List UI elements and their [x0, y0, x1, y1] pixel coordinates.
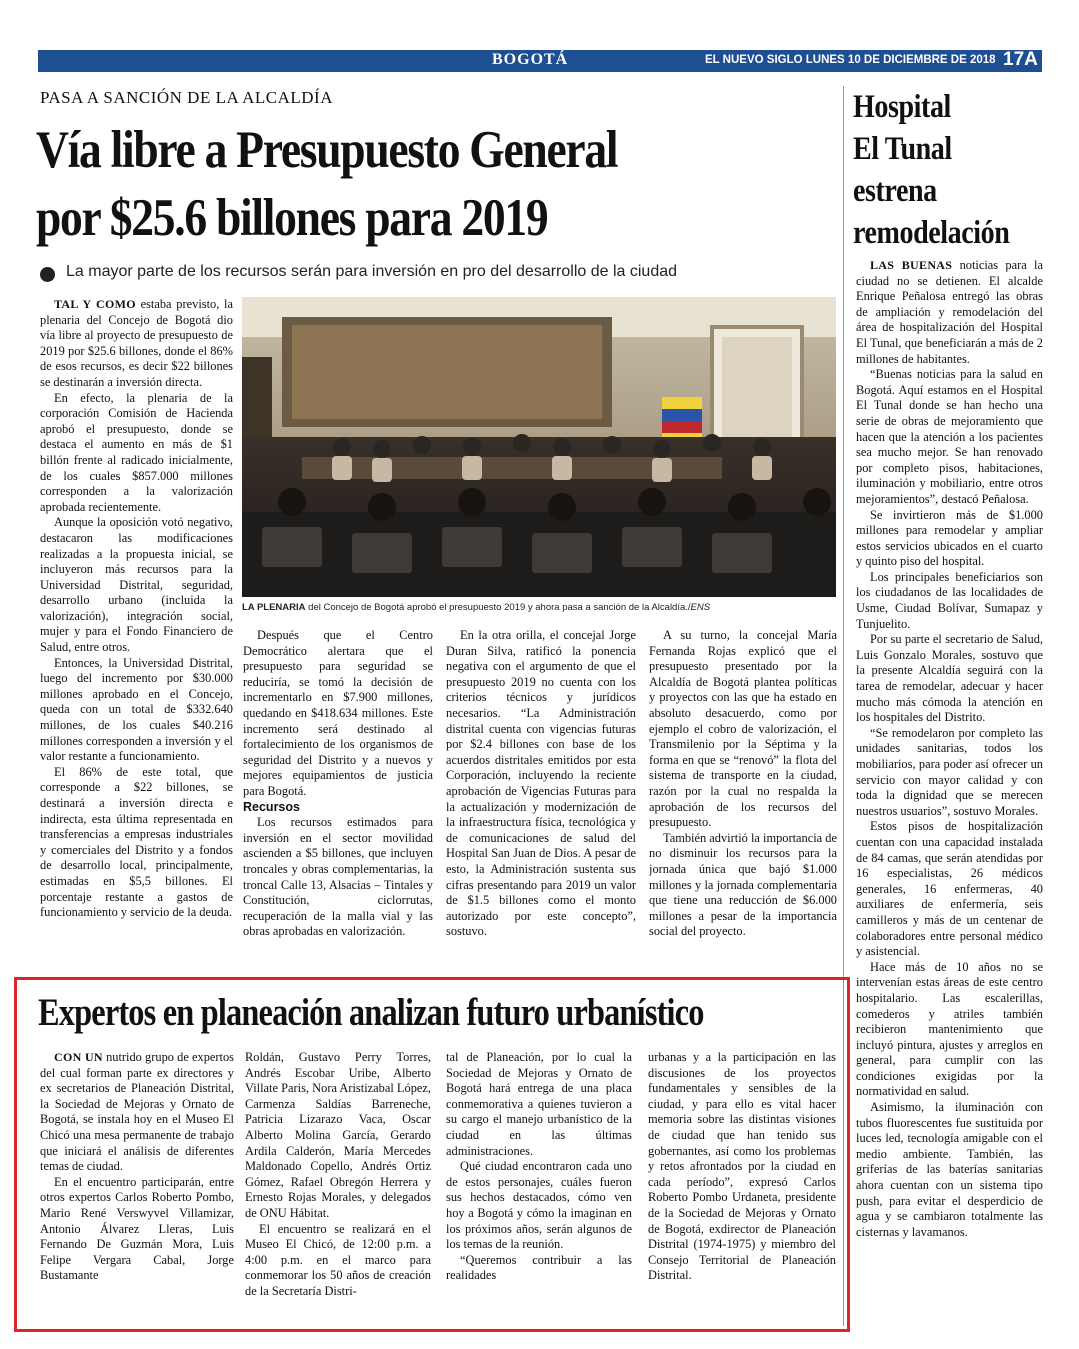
paragraph: “Se remodelaron por completo las unidades sanitarias, todos los mobiliarios, para poder así ofrecer un servicio con mayor calidad y con toda la dignidad que se merecen nuestros usuarios”, sostuvo Morales. [856, 725, 1043, 818]
secondary-headline: Expertos en planeación analizan futuro urbanístico [38, 991, 704, 1034]
sidebar-headline [853, 86, 1015, 254]
page-number: 17A [1003, 49, 1038, 70]
paragraph: Asimismo, la iluminación con tubos fluorescentes fue sustituida por luces led, tecnología amigable con el medio ambiente. También, las griferías de las baterías sanitarias ahora cuentan con un sistema tipo push, para evitar el desperdicio de agua y se cambiaron totalmente las cisternas y lavamanos. [856, 1100, 1043, 1239]
headline-line-1: Vía libre a Presupuesto General [36, 121, 618, 179]
paragraph: El encuentro se realizará en el Museo El Chicó, de 12:00 p.m. a 4:00 p.m. en el marco para conmemorar los 50 años de creación de la Secretaría Distri- [245, 1221, 431, 1298]
paragraph: Los principales beneficiarios son los ciudadanos de las localidades de Usme, Ciudad Bolívar, Sumapaz y Tunjuelito. [856, 569, 1043, 631]
lead-in: TAL Y COMO [54, 297, 136, 311]
main-column-4 [649, 628, 837, 968]
section-name: BOGOTÁ [492, 51, 569, 68]
sidebar-headline-line: estrena [853, 173, 937, 209]
paragraph: Hace más de 10 años no se intervenían estas áreas de este centro hospitalario. Las escalerillas, comederos y atriles también recibieron mantenimiento que incluyó pintura, ajustes y arreglos en general, para cumplir con las condiciones exigidas por la normatividad en salud. [856, 959, 1043, 1099]
sidebar-headline-line: remodelación [853, 215, 1010, 251]
main-column-3 [446, 628, 636, 968]
sidebar-headline-line: El Tunal [853, 131, 952, 167]
sidebar-body [856, 258, 1043, 1298]
paragraph: Los recursos estimados para inversión en el sector movilidad ascienden a $5 billones, que incluyen troncales y obras complementarias, la troncal Calle 13, Alsacias – Tintales y Constitución, ciclorrutas, recuperación de la malla vial y las obras aprobadas en valorización. [243, 815, 433, 939]
paragraph: tal de Planeación, por lo cual la Sociedad de Mejoras y Ornato de Bogotá hará entrega de una placa conmemorativa a quienes tuvieron a su cargo el manejo urbanístico de la ciudad en las últimas administraciones. [446, 1050, 632, 1158]
paragraph: Por su parte el secretario de Salud, Luis Gonzalo Morales, sostuvo que la presente Alcaldía seguirá con la tarea de remodelar, adecuar y hacer mucho más cómoda la atención en los hospitales del Distrito. [856, 632, 1043, 725]
paragraph: En la otra orilla, el concejal Jorge Duran Silva, ratificó la ponencia negativa con el argumento de que el presupuesto 2019 no cuenta con los criterios técnicos y jurídicos necesarios. “La Administración distrital cuenta con vigencias futuras por $2.4 billones con base de los acuerdos distritales emitidos por esta Corporación, incluyendo la reciente aprobación de Vigencias Futuras para la actualización y modernización de la infraestructura física, tecnológica y de comunicaciones de salud del Hospital San Juan de Dios. A pesar de esto, la Administración sustenta sus cifras presentando para 2019 un valor de $1.5 billones como el monto autorizado por este concepto”, sostuvo. [446, 628, 636, 939]
subtitle: Recursos [243, 799, 300, 814]
paragraph: Después que el Centro Democrático alertara que el presupuesto para seguridad se reduciría, se tomó la decisión de incrementarlo en $7.900 millones, quedando en $418.634 millones. Este incremento será destinado al fortalecimiento de los organismos de seguridad del Distrito y a nuevos y mejores equipamientos de justicia para Bogotá. [243, 628, 433, 798]
expertos-column-4 [648, 1050, 836, 1298]
kicker: PASA A SANCIÓN DE LA ALCALDÍA [40, 88, 333, 107]
plenary-photo [242, 297, 836, 597]
paragraph: Se invirtieron más de $1.000 millones para remodelar y ampliar estos servicios ubicados en el cuarto y quinto piso del hospital. [856, 507, 1043, 569]
paragraph: En el encuentro participarán, entre otros expertos Carlos Roberto Pombo, Mario René Verswyvel Villamizar, Antonio Álvarez Lleras, Luis Fernando De Guzmán Mora, Luis Felipe Vergara Cabal, Jorge Bustamante [40, 1174, 234, 1283]
headline-line-2: por $25.6 billones para 2019 [36, 189, 548, 247]
paragraph: El 86% de este total, que corresponde a $22 billones, se destinará a inversión directa e indirecta, esta última representada en transferencias a empresas industriales y comerciales del Distrito y a fondos de desarrollo local, principalmente, estimadas en $5,5 billones. El porcentaje restante a gastos de funcionamiento y servicio de la deuda. [40, 764, 233, 920]
caption-text: del Concejo de Bogotá aprobó el presupuesto 2019 y ahora pasa a sanción de la Alcaldía./ [305, 602, 691, 613]
caption-credit: ENS [690, 602, 711, 613]
sidebar-headline-line: Hospital [853, 89, 951, 125]
expertos-column-1 [40, 1050, 234, 1298]
paragraph: A su turno, la concejal María Fernanda Rojas explicó que el presupuesto presentado por la Alcaldía de Bogotá plantea políticas y proyectos con las que ha estado en absoluto desacuerdo, como por ejemplo el cobro de valorización, el Transmilenio por la Séptima y la forma en que se “renovó” la flota del sistema de transporte en la ciudad, razón por la cual no respalda la aprobación de los recursos del presupuesto. [649, 628, 837, 830]
paragraph: Estos pisos de hospitalización cuentan con una capacidad instalada de 84 camas, que serán atendidas por 16 especialistas, 26 médicos generales, 16 enfermeras, 40 auxiliares de enfermería, seis camilleros y más de un centenar de colaboradores entre personal médico y asistencial. [856, 819, 1043, 959]
dateline: EL NUEVO SIGLO LUNES 10 DE DICIEMBRE DE 2018 [705, 54, 996, 66]
caption-lead: LA PLENARIA [242, 602, 306, 613]
paragraph: “Buenas noticias para la salud en Bogotá. Aquí estamos en el Hospital El Tunal donde se han hecho una serie de obras de mejoramiento que hacen que la atención a los pacientes sea mucho mejor. Se han renovado por completo pisos, habitaciones, iluminación y mobiliario, entre otros mejoramientos”, destacó Peñalosa. [856, 367, 1043, 506]
main-column-2 [243, 628, 433, 968]
paragraph: “Queremos contribuir a las realidades [446, 1252, 632, 1283]
paragraph: noticias para la ciudad no se detienen. El alcalde Enrique Peñalosa entregó las obras de ampliación y remodelación del área de hospitalización del Hospital El Tunal, que beneficiarán a más de 2 millones de habitantes. [856, 258, 1043, 366]
lead-in: LAS BUENAS [870, 258, 953, 272]
bullet-icon [40, 267, 55, 282]
subheadline: La mayor parte de los recursos serán para inversión en pro del desarrollo de la ciudad [66, 263, 678, 280]
main-headline [36, 116, 724, 252]
paragraph: Aunque la oposición votó negativo, destacaron las modificaciones realizadas a la propuesta inicial, se incluyeron más recursos para la Universidad Distrital, seguridad, desarrollo urbano (incluida la valorización), integración social, mujer y para el Fondo Financiero de Salud, entre otros. [40, 515, 233, 655]
main-column-1 [40, 297, 233, 969]
expertos-column-3 [446, 1050, 632, 1298]
lead-in: CON UN [54, 1050, 103, 1064]
paragraph: Roldán, Gustavo Perry Torres, Andrés Escobar Uribe, Alberto Villate Paris, Nora Aristizabal López, Carmenza Saldías Barreneche, Patricia Lizarazo Vaca, Oscar Alberto Molina García, Gerardo Ardila Calderón, María Mercedes Maldonado Copello, Andrés Ortiz Gómez, Rafael Obregón Herrera y Ernesto Rojas Morales, y delegados de ONU Hábitat. [245, 1050, 431, 1220]
paragraph: Entonces, la Universidad Distrital, luego del incremento por $30.000 millones aprobado en el Concejo, queda con un total de $332.640 millones, de los cuales $40.216 millones corresponden a inversión y el valor restante a funcionamiento. [40, 655, 233, 764]
paragraph: estaba previsto, la plenaria del Concejo de Bogotá dio vía libre al proyecto de presupuesto de 2019 por $25.6 billones, donde el 86% de esos recursos, es decir $22 billones se destinarán a inversión directa. [40, 297, 233, 389]
paragraph: nutrido grupo de expertos del cual forman parte ex directores y ex secretarios de Planeación Distrital, la Sociedad de Mejoras y Ornato de Bogotá, se instala hoy en el Museo El Chicó una mesa permanente de trabajo que iniciará el análisis de diferentes temas de ciudad. [40, 1050, 234, 1174]
paragraph: urbanas y a la participación en las discusiones de los proyectos fundamentales y sensibles de la ciudad, y para ello es vital hacer memoria sobre las distintas visiones de ciudad que han tenido sus gobernantes, así como los problemas y retos afrontados por la ciudad en cada período”, expresó Carlos Roberto Pombo Urdaneta, presidente de la Sociedad de Mejoras y Ornato de Bogotá, exdirector de Planeación Distrital (1974-1975) y miembro del Consejo Territorial de Planeación Distrital. [648, 1050, 836, 1283]
photo-caption [242, 602, 836, 613]
paragraph: En efecto, la plenaria de la corporación Comisión de Hacienda aprobó el presupuesto, donde se destaca el aumento en más de $1 billón frente al radicado inicialmente, de los cuales $857.000 millones corresponden a la valorización aprobada recientemente. [40, 390, 233, 514]
paragraph: También advirtió la importancia de no disminuir los recursos para la jornada única que bajó $1.000 millones y la jornada complementaria que tiene una reducción de $6.000 millones a pesar de la importancia social del proyecto. [649, 830, 837, 939]
paragraph: Qué ciudad encontraron cada uno de estos personajes, cuáles fueron sus hechos destacados, cómo ven hoy a Bogotá y cómo la imaginan en los próximos años, serán algunos de los temas de la reunión. [446, 1159, 632, 1252]
photo-illustration [242, 297, 836, 597]
expertos-column-2 [245, 1050, 431, 1298]
